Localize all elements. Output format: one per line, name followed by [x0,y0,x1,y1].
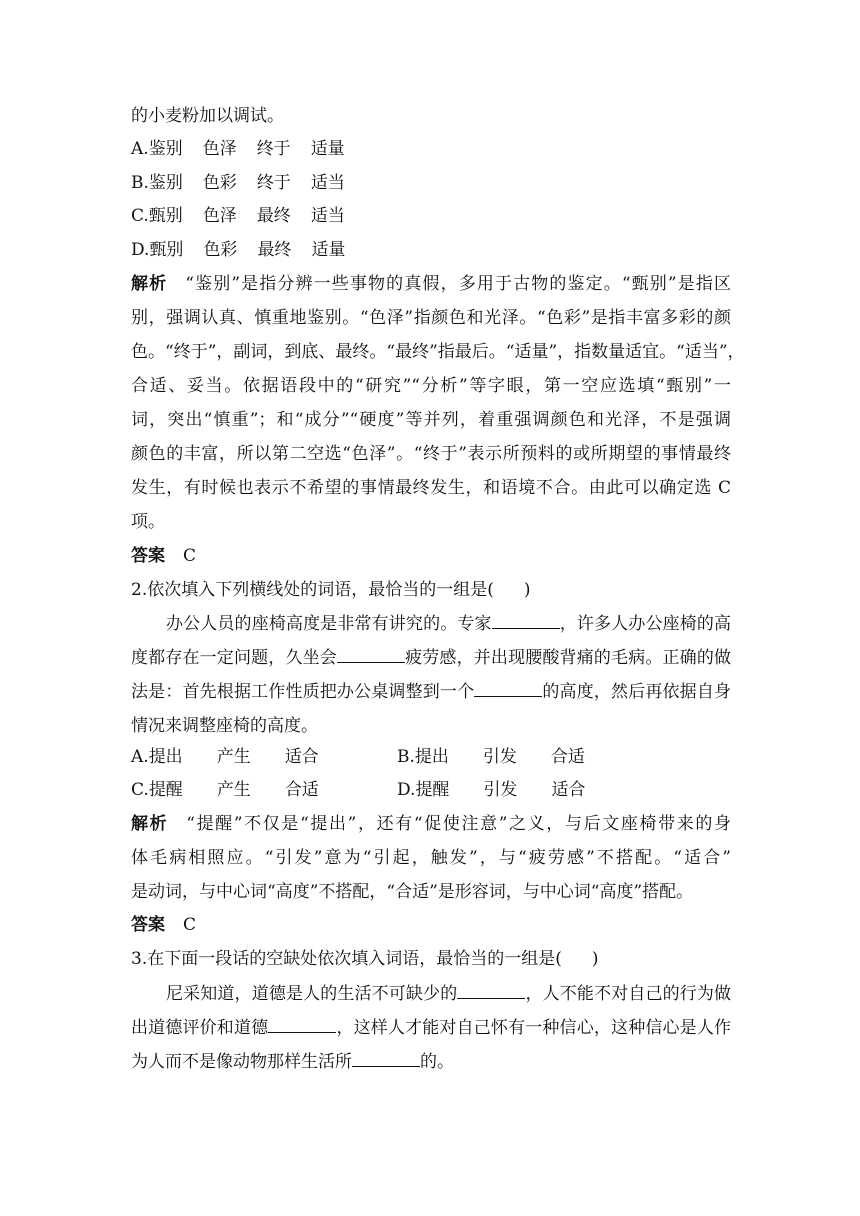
answer-label: 答案 [131,546,165,566]
q1-analysis-line-1: 解析 “鉴别”是指分辨一些事物的真假，多用于古物的鉴定。“甄别”是指区 [131,274,732,294]
q1-option-d: D.甄别 色彩 最终 适量 [131,240,346,260]
fill-blank [474,680,542,697]
q2-stem: 2.依次填入下列横线处的词语，最恰当的一组是( ) [131,580,531,600]
q1-option-a: A.鉴别 色泽 终于 适量 [131,139,345,159]
q2-analysis-line-3: 是动词，与中心词“高度”不搭配，“合适”是形容词，与中心词“高度”搭配。 [131,882,694,902]
fill-blank [457,982,525,999]
fill-blank [352,1050,420,1067]
q2-passage-line-3: 法是：首先根据工作性质把办公桌调整到一个 的高度，然后再依据自身 [131,682,732,702]
q2-passage-line-1: 办公人员的座椅高度是非常有讲究的。专家 ，许多人办公座椅的高 [166,614,732,634]
q2-option-b: B.提出 引发 合适 [397,747,585,767]
q2-option-d: D.提醒 引发 适合 [397,780,586,800]
answer-value: C [183,915,197,935]
q2-passage-line-4: 情况来调整座椅的高度。 [131,716,318,736]
q2-passage-line-2: 度都存在一定问题，久坐会 疲劳感，并出现腰酸背痛的毛病。正确的做 [131,648,732,668]
q2-option-c: C.提醒 产生 合适 [131,780,319,800]
q2-analysis-line-1: 解析 “提醒”不仅是“提出”，还有“促使注意”之义，与后文座椅带来的身 [131,814,731,834]
fill-blank [268,1016,336,1033]
q1-analysis-line-5: 词，突出“慎重”；和“成分”“硬度”等并列，着重强调颜色和光泽，不是强调 [131,410,731,430]
q1-option-c: C.甄别 色泽 最终 适当 [131,206,345,226]
q3-passage-line-3: 为人而不是像动物那样生活所 的。 [131,1052,454,1072]
q1-analysis-line-3: 色。“终于”，副词，到底、最终。“最终”指最后。“适量”，指数量适宜。“适当”， [131,342,745,362]
q1-option-b: B.鉴别 色彩 终于 适当 [131,173,345,193]
q1-analysis-line-2: 别，强调认真、慎重地鉴别。“色泽”指颜色和光泽。“色彩”是指丰富多彩的颜 [131,308,731,328]
analysis-label: 解析 [131,814,169,834]
answer-value: C [183,546,197,566]
answer-label: 答案 [131,915,165,935]
q2-option-a: A.提出 产生 适合 [131,747,319,767]
q1-analysis-line-6: 颜色的丰富，所以第二空选“色泽”。“终于”表示所预料的或所期望的事情最终 [131,444,731,464]
q1-intro-tail: 的小麦粉加以调试。 [131,106,284,126]
q2-answer [131,913,731,937]
analysis-label: 解析 [131,274,168,294]
q1-analysis-line-8: 项。 [131,512,165,532]
fill-blank [337,646,405,663]
q3-stem: 3.在下面一段话的空缺处依次填入词语，最恰当的一组是( ) [131,949,599,969]
q3-passage-line-1: 尼采知道，道德是人的生活不可缺少的 ，人不能不对自己的行为做 [166,984,732,1004]
fill-blank [492,612,560,629]
q2-analysis-line-2: 体毛病相照应。“引发”意为“引起，触发”，与“疲劳感”不搭配。“适合” [131,848,731,868]
q1-analysis-line-4: 合适、妥当。依据语段中的“研究”“分析”等字眼，第一空应选填“甄别”一 [131,376,731,396]
q1-analysis-line-7: 发生，有时候也表示不希望的事情最终发生，和语境不合。由此可以确定选 C [131,478,731,498]
q1-answer [131,544,731,568]
q3-passage-line-2: 出道德评价和道德 ，这样人才能对自己怀有一种信心，这种信心是人作 [131,1018,732,1038]
